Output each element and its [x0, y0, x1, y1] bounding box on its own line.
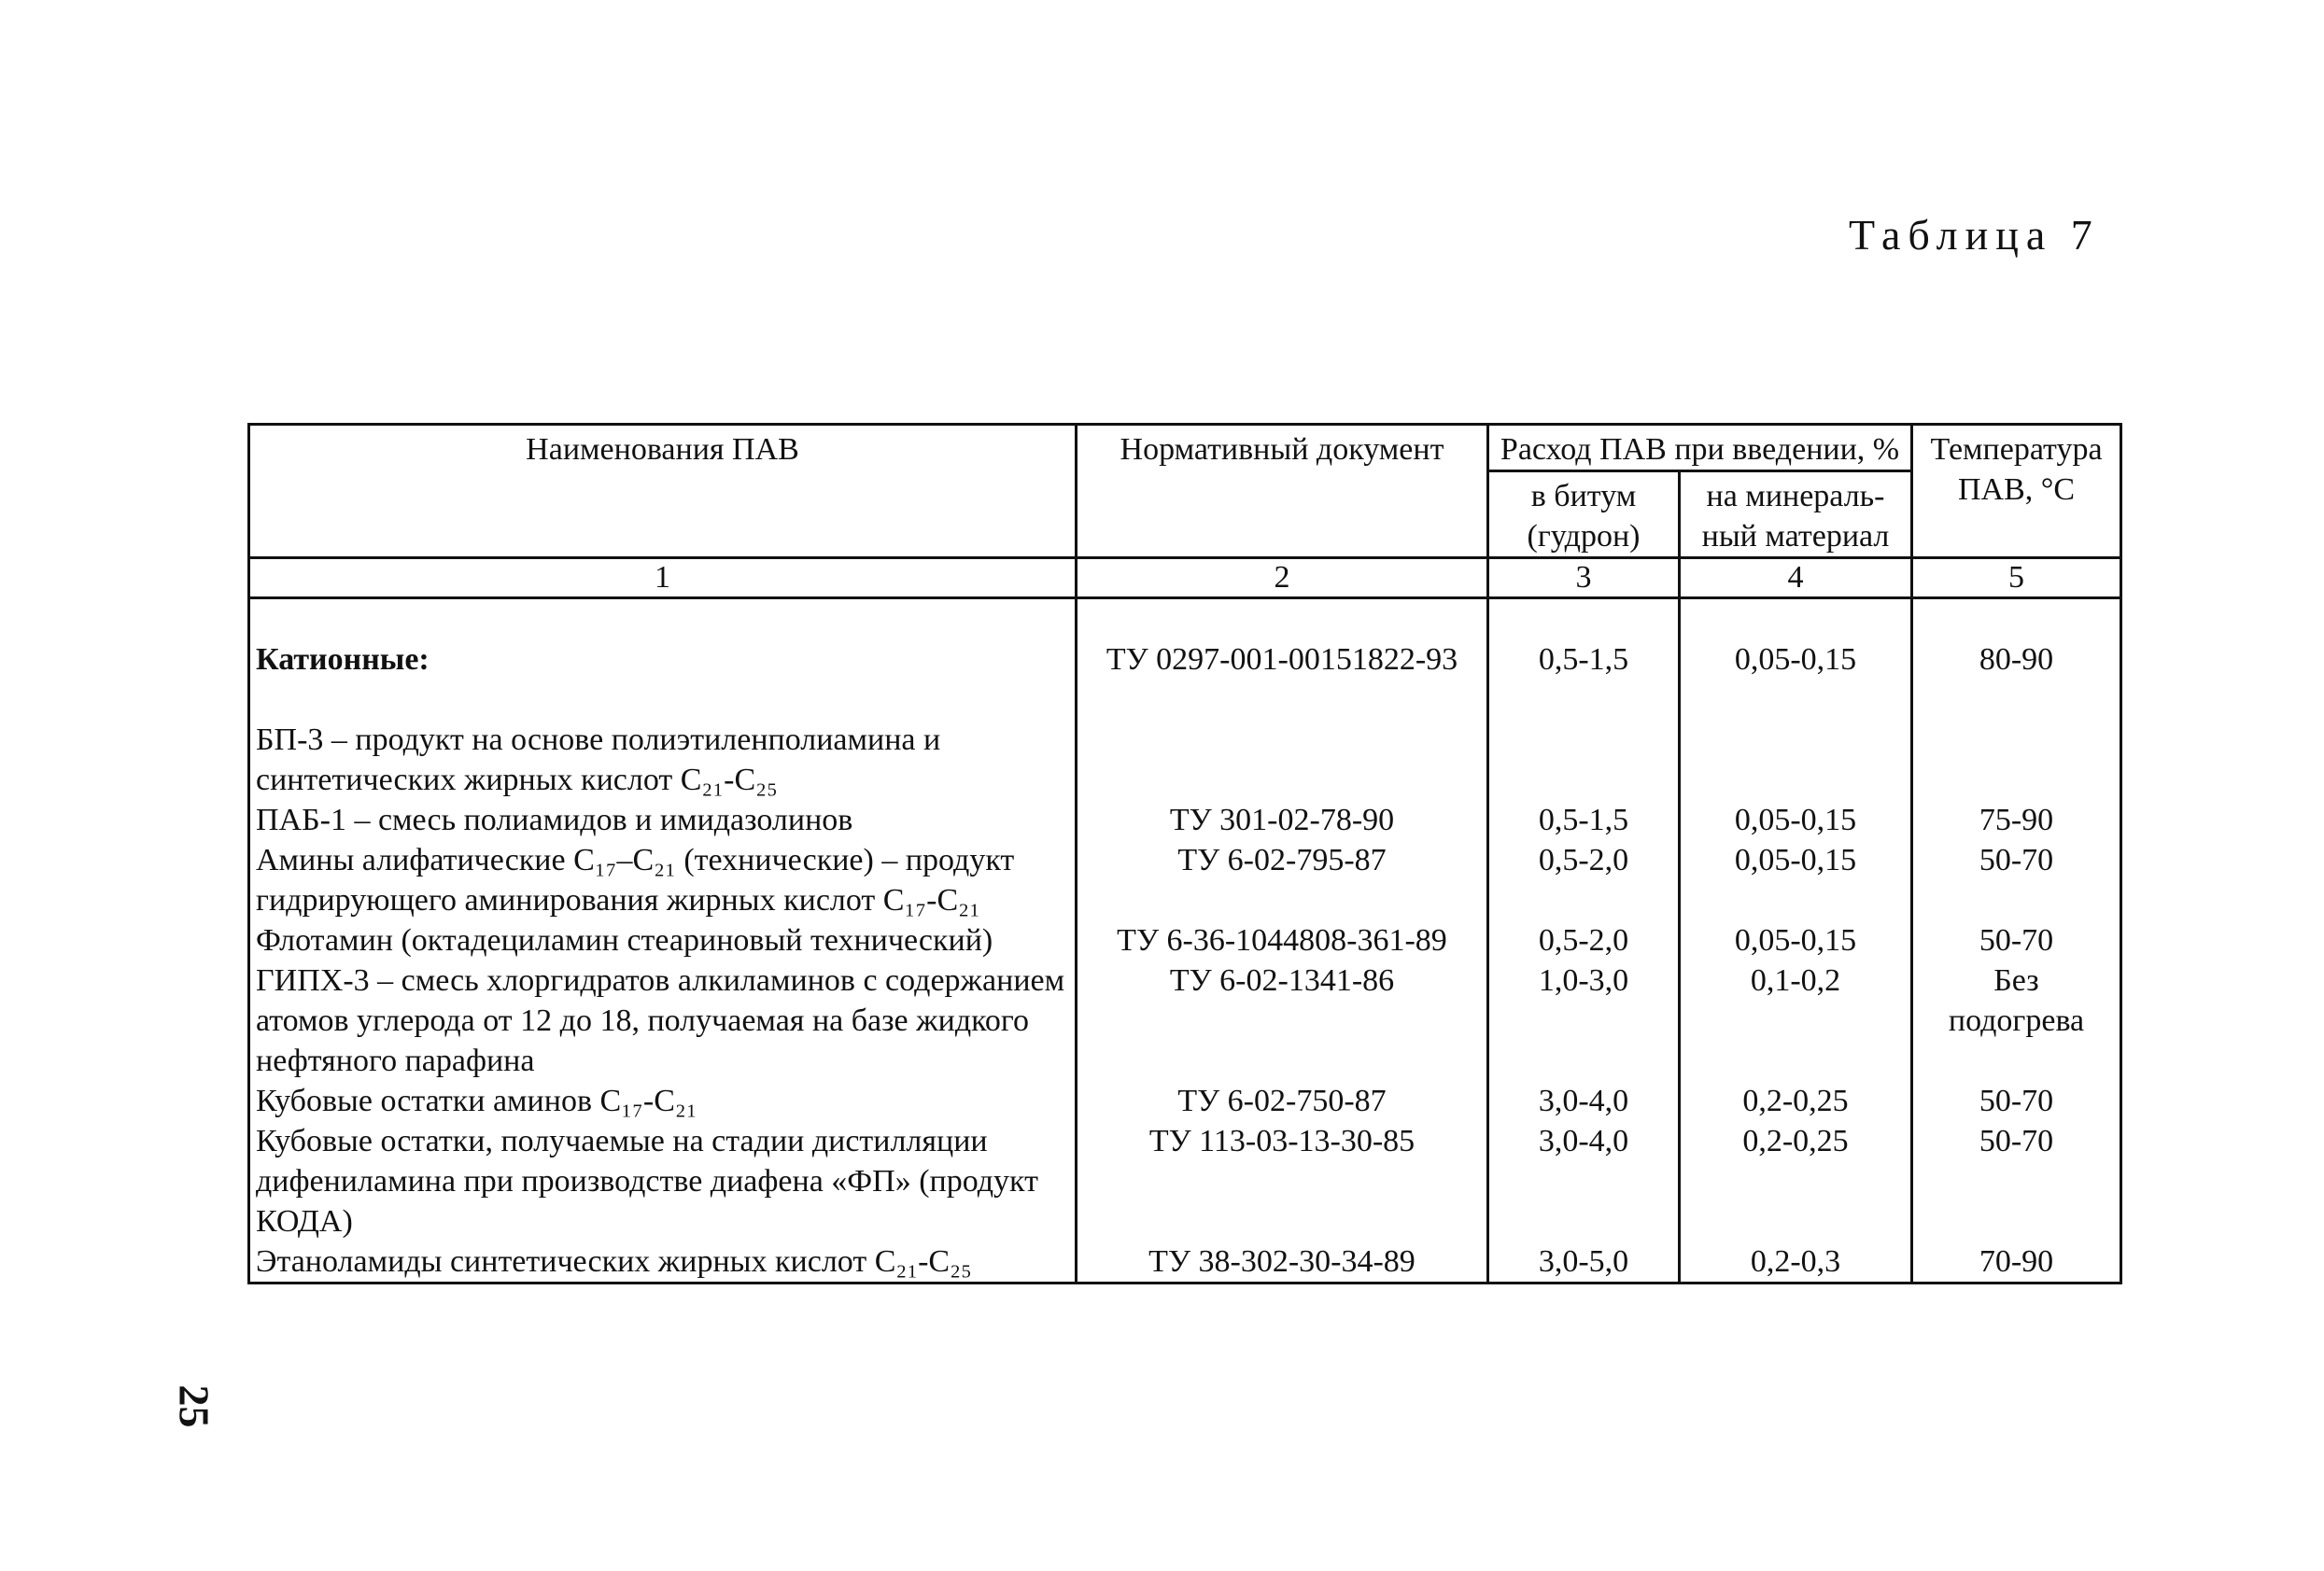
row-doc: ТУ 301-02-78-90: [1077, 800, 1488, 840]
row-doc: ТУ 38-302-30-34-89: [1077, 1241, 1488, 1283]
row-bitumen: 3,0-5,0: [1488, 1241, 1680, 1283]
column-number: 3: [1488, 558, 1680, 598]
table-title: Таблица 7: [1849, 211, 2100, 259]
row-bitumen: 0,5-2,0: [1488, 920, 1680, 961]
row-name: Этаноламиды синтетических жирных кислот C₂₁-C₂₅: [249, 1241, 1077, 1283]
row-name: Амины алифатические C₁₇–C₂₁ (технические) – продукт гидрирующего аминирования жирных кислот C₁₇-C₂₁: [249, 840, 1077, 920]
row-bitumen: 0,5-1,5: [1488, 598, 1680, 801]
row-mineral: 0,05-0,15: [1680, 920, 1912, 961]
row-name: ПАБ-1 – смесь полиамидов и имидазолинов: [249, 800, 1077, 840]
row-temp: 70-90: [1912, 1241, 2121, 1283]
page-number: 25: [170, 1384, 218, 1428]
group-label: Катионные:: [256, 642, 430, 677]
row-mineral: 0,1-0,2: [1680, 961, 1912, 1081]
column-number: 5: [1912, 558, 2121, 598]
table-row: [249, 961, 2121, 1081]
row-temp: Без подогрева: [1912, 961, 2121, 1081]
row-name: Кубовые остатки, получаемые на стадии дистилляции дифениламина при производстве диафена «ФП» (продукт КОДА): [249, 1121, 1077, 1241]
header-bitumen: в битум (гудрон): [1488, 471, 1680, 558]
row-temp: 50-70: [1912, 1081, 2121, 1121]
header-mineral: на минераль-ный материал: [1680, 471, 1912, 558]
table-row: [249, 1241, 2121, 1283]
row-bitumen: 0,5-2,0: [1488, 840, 1680, 920]
row-mineral: 0,2-0,25: [1680, 1121, 1912, 1241]
surfactants-table: [247, 423, 2122, 1284]
header-temperature: Температура ПАВ, °С: [1912, 425, 2121, 558]
row-bitumen: 3,0-4,0: [1488, 1121, 1680, 1241]
row-doc: ТУ 6-02-795-87: [1077, 840, 1488, 920]
row-doc: ТУ 0297-001-00151822-93: [1077, 598, 1488, 801]
column-number-row: [249, 558, 2121, 598]
column-number: 4: [1680, 558, 1912, 598]
row-mineral: 0,05-0,15: [1680, 598, 1912, 801]
row-bitumen: 3,0-4,0: [1488, 1081, 1680, 1121]
table-row: [249, 1121, 2121, 1241]
row-doc: ТУ 113-03-13-30-85: [1077, 1121, 1488, 1241]
row-bitumen: 0,5-1,5: [1488, 800, 1680, 840]
table-row: [249, 920, 2121, 961]
row-name: Флотамин (октадециламин стеариновый технический): [249, 920, 1077, 961]
table-row: [249, 598, 2121, 801]
row-name: БП-3 – продукт на основе полиэтиленполиамина и синтетических жирных кислот C₂₁-C₂₅: [256, 722, 941, 797]
row-temp: 50-70: [1912, 1121, 2121, 1241]
header-name: Наименования ПАВ: [249, 425, 1077, 558]
table-row: [249, 1081, 2121, 1121]
header-row-1: [249, 425, 2121, 471]
header-document: Нормативный документ: [1077, 425, 1488, 558]
column-number: 1: [249, 558, 1077, 598]
row-name: ГИПХ-3 – смесь хлоргидратов алкиламинов с содержанием атомов углерода от 12 до 18, получаемая на базе жидкого нефтяного парафина: [249, 961, 1077, 1081]
row-mineral: 0,2-0,25: [1680, 1081, 1912, 1121]
row-name: Кубовые остатки аминов C₁₇-C₂₁: [249, 1081, 1077, 1121]
row-temp: 50-70: [1912, 840, 2121, 920]
row-mineral: 0,05-0,15: [1680, 800, 1912, 840]
row-doc: ТУ 6-36-1044808-361-89: [1077, 920, 1488, 961]
row-doc: ТУ 6-02-1341-86: [1077, 961, 1488, 1081]
row-temp: 80-90: [1912, 598, 2121, 801]
row-bitumen: 1,0-3,0: [1488, 961, 1680, 1081]
row-temp: 75-90: [1912, 800, 2121, 840]
row-mineral: 0,05-0,15: [1680, 840, 1912, 920]
column-number: 2: [1077, 558, 1488, 598]
table-row: [249, 840, 2121, 920]
row-doc: ТУ 6-02-750-87: [1077, 1081, 1488, 1121]
table-row: [249, 800, 2121, 840]
header-consumption: Расход ПАВ при введении, %: [1488, 425, 1912, 471]
row-mineral: 0,2-0,3: [1680, 1241, 1912, 1283]
row-temp: 50-70: [1912, 920, 2121, 961]
